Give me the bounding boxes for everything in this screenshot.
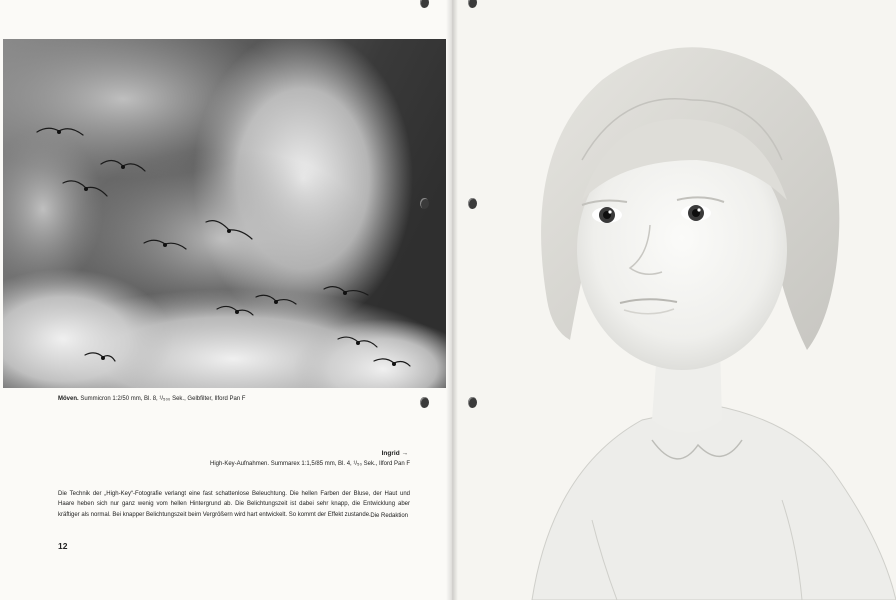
ingrid-label: Ingrid (381, 450, 400, 457)
punch-hole-icon (468, 397, 477, 408)
ingrid-reference (382, 450, 408, 457)
punch-hole-icon (420, 397, 429, 408)
right-arrow-icon: → (401, 450, 408, 457)
gulls-photo (3, 39, 446, 388)
editorial-signature: Die Redaktion (370, 513, 408, 519)
right-page (452, 0, 896, 600)
gulls-caption-text: Summicron 1:2/50 mm, Bl. 8, ¹/₅₀₀ Sek., Gelbfilter, Ilford Pan F (78, 396, 246, 402)
page-number: 12 (58, 541, 68, 551)
gulls-caption (58, 396, 245, 402)
article-body-text: Die Technik der „High-Key“-Fotografie verlangt eine fast schattenlose Beleuchtung. Die hellen Farben der Bluse, der Haut und Haare heben sich nur ganz wenig vom hellen Hintergrund ab. Die Belichtungszeit ist dabei sehr knapp, die Entwicklung aber kräftiger als normal. Bei knapper Belichtungszeit beim Vergrößern wird hart entwickelt. So kommt der Effekt zustande. (58, 491, 410, 518)
gulls-caption-title: Möven. (58, 396, 79, 402)
page-gutter (446, 0, 458, 600)
punch-hole-icon (468, 198, 477, 209)
punch-hole-icon (420, 198, 429, 209)
ingrid-caption: High-Key-Aufnahmen. Summarex 1:1,5/85 mm, Bl. 4, ¹/₅₀ Sek., Ilford Pan F (210, 461, 410, 467)
girl-portrait-photo (452, 0, 896, 600)
